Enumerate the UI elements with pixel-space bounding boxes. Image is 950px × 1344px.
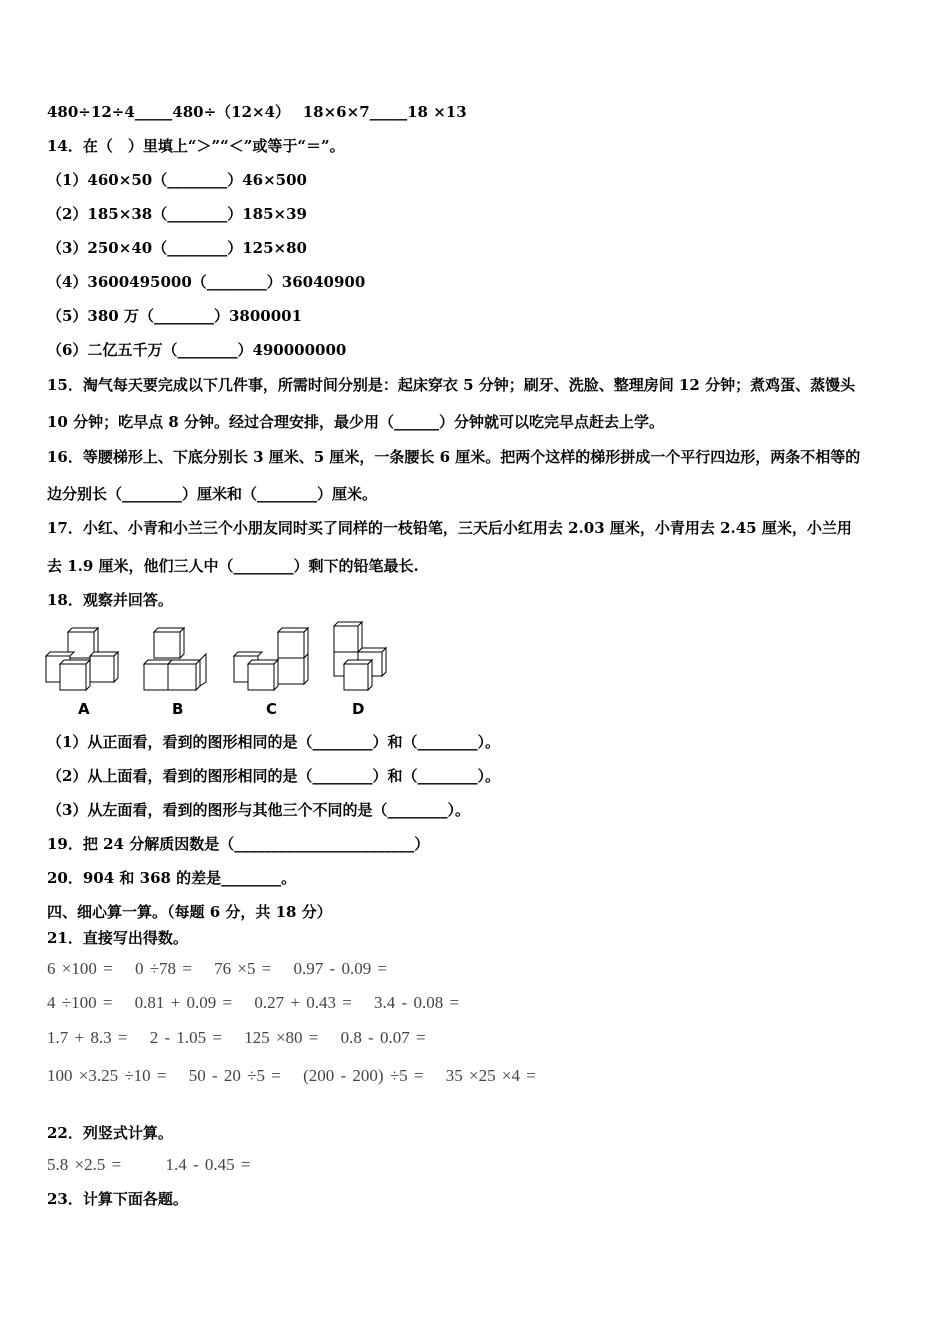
q21-row-1 — [47, 959, 403, 979]
q21-expr: 50 - 20 ÷5 = — [188, 1066, 281, 1085]
q21-expr: (200 - 200) ÷5 = — [303, 1066, 424, 1085]
q15-line-1: 15．淘气每天要完成以下几件事，所需时间分别是：起床穿衣 5 分钟；刷牙、洗脸、整理房间 12 分钟；煮鸡蛋、蒸馒头 — [47, 376, 856, 394]
q14-item-6: （6）二亿五千万（________）490000000 — [47, 341, 347, 359]
q18-item-1: （1）从正面看，看到的图形相同的是（________）和（________）。 — [47, 733, 500, 751]
q14-item-3: （3）250×40（________）125×80 — [47, 239, 307, 257]
q21-expr: 3.4 - 0.08 = — [374, 993, 460, 1012]
q21-row-4 — [47, 1066, 552, 1086]
section-4-heading: 四、细心算一算。（每题 6 分，共 18 分） — [47, 903, 332, 921]
q21-expr: 4 ÷100 = — [47, 993, 113, 1012]
q21-expr: 0.27 + 0.43 = — [254, 993, 352, 1012]
q17-line-1: 17．小红、小青和小兰三个小朋友同时买了同样的一枝铅笔，三天后小红用去 2.03 厘米，小青用去 2.45 厘米，小兰用 — [47, 519, 852, 537]
q17-line-2: 去 1.9 厘米，他们三人中（________）剩下的铅笔最长. — [47, 557, 419, 575]
q14-item-5: （5）380 万（________）3800001 — [47, 307, 303, 325]
cube-label-d: D — [352, 700, 365, 718]
q20-line: 20．904 和 368 的差是________。 — [47, 869, 297, 887]
cube-figure-b — [144, 628, 206, 690]
cube-figure-c — [234, 628, 308, 690]
q19-line: 19．把 24 分解质因数是（________________________） — [47, 835, 430, 853]
q23-title: 23．计算下面各题。 — [47, 1190, 188, 1208]
q16-line-2: 边分别长（________）厘米和（________）厘米。 — [47, 485, 378, 503]
cube-label-a: A — [78, 700, 90, 718]
q21-expr: 0.97 - 0.09 = — [293, 959, 388, 978]
cube-figures-drawing — [40, 618, 400, 698]
q14-item-4: （4）3600495000（________）36040900 — [47, 273, 366, 291]
q22-row — [47, 1155, 266, 1175]
q21-row-3 — [47, 1028, 442, 1048]
q14-item-2: （2）185×38（________）185×39 — [47, 205, 307, 223]
q21-row-2 — [47, 993, 475, 1013]
q16-line-1: 16．等腰梯形上、下底分别长 3 厘米、5 厘米，一条腰长 6 厘米。把两个这样的梯形拼成一个平行四边形，两条不相等的 — [47, 448, 861, 466]
q21-title: 21．直接写出得数。 — [47, 929, 188, 947]
cube-figure-d — [334, 622, 386, 690]
q18-title: 18．观察并回答。 — [47, 591, 173, 609]
q18-item-2: （2）从上面看，看到的图形相同的是（________）和（________）。 — [47, 767, 500, 785]
q14-item-1: （1）460×50（________）46×500 — [47, 171, 307, 189]
q22-expr: 1.4 - 0.45 = — [165, 1155, 251, 1174]
q21-expr: 125 ×80 = — [244, 1028, 319, 1047]
q22-title: 22．列竖式计算。 — [47, 1124, 173, 1142]
q21-expr: 1.7 + 8.3 = — [47, 1028, 128, 1047]
q21-expr: 0.81 + 0.09 = — [134, 993, 233, 1012]
q21-expr: 100 ×3.25 ÷10 = — [47, 1066, 167, 1085]
cube-label-c: C — [266, 700, 278, 718]
q18-item-3: （3）从左面看，看到的图形与其他三个不同的是（________）。 — [47, 801, 470, 819]
q22-expr: 5.8 ×2.5 = — [47, 1155, 122, 1174]
cube-label-b: B — [172, 700, 184, 718]
q21-expr: 35 ×25 ×4 = — [445, 1066, 536, 1085]
q21-expr: 76 ×5 = — [214, 959, 272, 978]
q15-line-2: 10 分钟；吃早点 8 分钟。经过合理安排，最少用（______）分钟就可以吃完早点赶去上学。 — [47, 413, 664, 431]
cube-figures — [40, 618, 400, 722]
q13-comparison-line: 480÷12÷4_____480÷（12×4） 18×6×7_____18 ×13 — [47, 103, 467, 121]
q21-expr: 2 - 1.05 = — [149, 1028, 222, 1047]
q21-expr: 0.8 - 0.07 = — [340, 1028, 426, 1047]
q21-expr: 0 ÷78 = — [134, 959, 192, 978]
q14-title: 14．在（ ）里填上“＞”“＜”或等于“＝”。 — [47, 137, 345, 155]
cube-figure-a — [46, 628, 118, 690]
q21-expr: 6 ×100 = — [47, 959, 113, 978]
